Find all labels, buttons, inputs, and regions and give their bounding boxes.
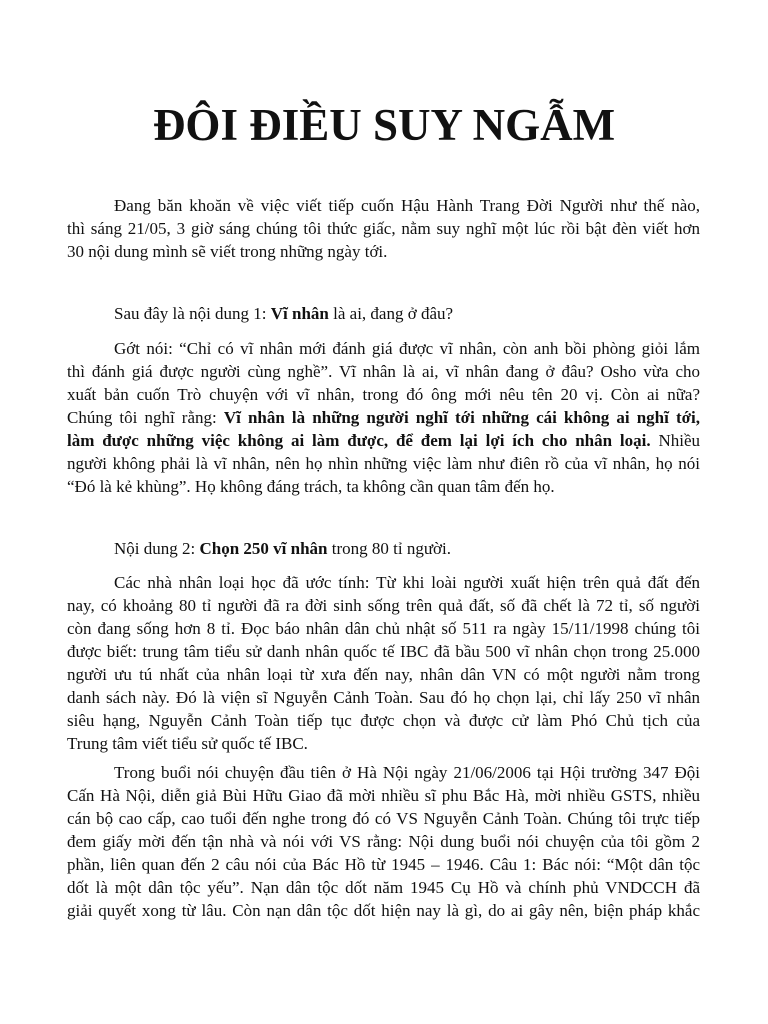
text-run: Nội dung 2: xyxy=(114,539,200,558)
text-run: trong 80 tỉ người. xyxy=(327,539,452,558)
text-line: đem giấy mời đến tận nhà và nói với VS rằng: Nội dung buổi nói chuyện của tôi gồm 2 xyxy=(67,832,700,851)
bold-text-run: Vĩ nhân là những người nghĩ tới những cái không ai nghĩ tới, xyxy=(223,408,700,427)
paragraph-5 xyxy=(67,571,700,755)
paragraph-2 xyxy=(67,302,700,325)
text-line: danh sách này. Đó là viện sĩ Nguyễn Cảnh Toàn. Sau đó họ chọn lại, chỉ lấy 250 vĩ nhân xyxy=(67,688,700,707)
bold-text-run: Vĩ nhân xyxy=(270,304,329,323)
document-title: ĐÔI ĐIỀU SUY NGẪM xyxy=(152,100,616,150)
text-line: “Đó là kẻ khùng”. Họ không đáng trách, ta không cần quan tâm đến họ. xyxy=(67,477,555,496)
text-line: siêu hạng, Nguyễn Cảnh Toàn tiếp tục được chọn và được cử làm Phó Chủ tịch của xyxy=(67,711,700,730)
text-run: Chúng tôi nghĩ rằng: xyxy=(67,408,224,427)
bold-text-run: làm được những việc không ai làm được, để đem lại lợi ích cho nhân loại. xyxy=(67,431,651,450)
text-line: được biết: trung tâm tiểu sử danh nhân quốc tế IBC đã bầu 500 vĩ nhân chọn trong 25.000 xyxy=(67,642,700,661)
text-line xyxy=(67,406,700,429)
text-line: cán bộ cao cấp, cao tuổi đến nghe trong đó có VS Nguyễn Cảnh Toàn. Chúng tôi trực tiếp xyxy=(67,809,700,828)
text-line: người không phải là vĩ nhân, nên họ nhìn những việc làm như điên rồ của vĩ nhân, họ nói xyxy=(67,454,700,473)
text-line: người ưu tú nhất của nhân loại từ xưa đến nay, nhân dân VN có một người nằm trong xyxy=(67,665,700,684)
text-line: phần, liên quan đến 2 câu nói của Bác Hồ từ 1945 – 1946. Câu 1: Bác nói: “Một dân tộc xyxy=(67,855,700,874)
text-line xyxy=(67,302,700,325)
text-run: là ai, đang ở đâu? xyxy=(328,304,454,323)
text-line: xuất bản cuốn Trò chuyện với vĩ nhân, trong đó ông mới nêu tên 20 vị. Còn ai nữa? xyxy=(67,385,700,404)
text-line: giải quyết xong từ lâu. Còn nạn dân tộc dốt hiện nay là gì, do ai gây nên, biện pháp khắc xyxy=(67,901,700,920)
bold-text-run: Chọn 250 vĩ nhân xyxy=(199,539,328,558)
text-line: Cấn Hà Nội, diễn giả Bùi Hữu Giao đã mời nhiều sĩ phu Bắc Hà, mời nhiều GSTS, nhiều xyxy=(67,786,700,805)
paragraph-6 xyxy=(67,761,700,922)
paragraph-1 xyxy=(67,194,700,263)
text-line: còn đang sống hơn 8 tỉ. Đọc báo nhân dân chủ nhật số 511 ra ngày 15/11/1998 chúng tôi xyxy=(67,619,700,638)
text-line: nay, có khoảng 80 tỉ người đã ra đời sinh sống trên quả đất, số đã chết là 72 tỉ, số người xyxy=(67,596,700,615)
text-line: Trung tâm viết tiểu sử quốc tế IBC. xyxy=(67,734,308,753)
text-line xyxy=(67,429,700,452)
text-line: Trong buổi nói chuyện đầu tiên ở Hà Nội ngày 21/06/2006 tại Hội trường 347 Đội xyxy=(114,763,700,782)
text-line: Gớt nói: “Chỉ có vĩ nhân mới đánh giá được vĩ nhân, còn anh bồi phòng giỏi lắm xyxy=(114,339,700,358)
text-line: 30 nội dung mình sẽ viết trong những ngày tới. xyxy=(67,242,388,261)
text-line xyxy=(67,537,700,560)
paragraph-4 xyxy=(67,537,700,560)
text-line: thì đánh giá được người cùng nghề”. Vĩ nhân là ai, vĩ nhân đang ở đâu? Osho vừa cho xyxy=(67,362,700,381)
text-line: Đang băn khoăn về việc viết tiếp cuốn Hậu Hành Trang Đời Người như thế nào, xyxy=(114,196,700,215)
text-line: dốt là một dân tộc yếu”. Nạn dân tộc dốt năm 1945 Cụ Hồ và chính phủ VNDCCH đã xyxy=(67,878,700,897)
paragraph-3 xyxy=(67,337,700,498)
text-run: Sau đây là nội dung 1: xyxy=(114,304,271,323)
text-line: Các nhà nhân loại học đã ước tính: Từ khi loài người xuất hiện trên quả đất đến xyxy=(114,573,700,592)
text-run: Nhiều xyxy=(650,431,700,450)
text-line: thì sáng 21/05, 3 giờ sáng chúng tôi thức giấc, nằm suy nghĩ một lúc rồi bật đèn viết hơn xyxy=(67,219,700,238)
